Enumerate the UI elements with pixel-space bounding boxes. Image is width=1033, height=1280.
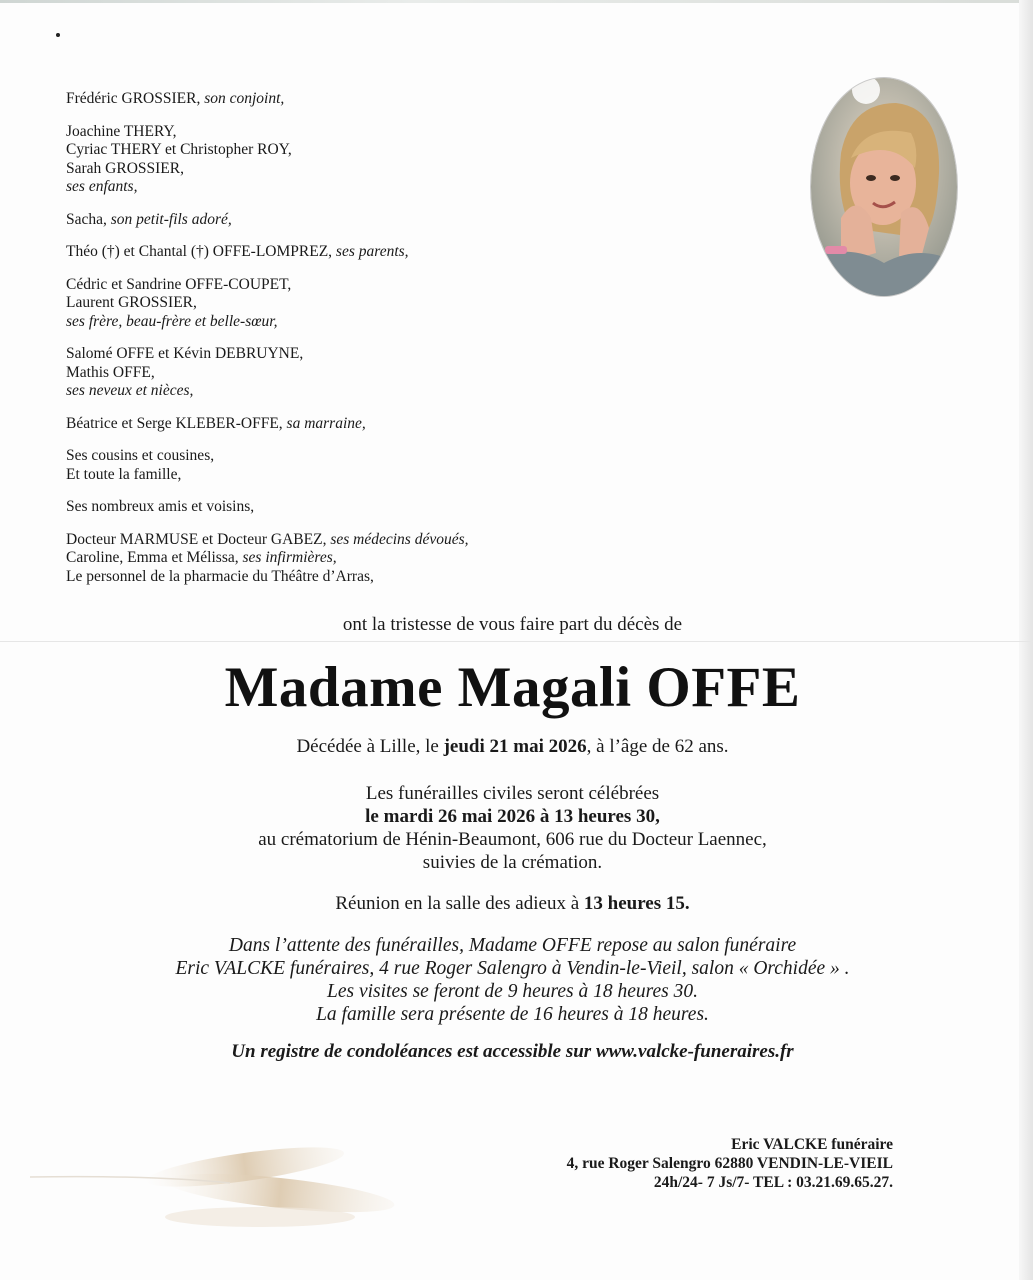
fold-line (0, 641, 1033, 642)
family-group (66, 276, 766, 332)
family-line (66, 364, 766, 383)
family-member-names: Théo (†) et Chantal (†) OFFE-LOMPREZ, (66, 243, 336, 260)
family-line (66, 447, 766, 466)
gathering-time: 13 heures 15. (583, 893, 690, 914)
family-line (66, 531, 766, 550)
death-details (0, 735, 1025, 758)
viewing-details (0, 934, 1025, 1026)
family-line (66, 415, 766, 434)
family-group (66, 447, 766, 484)
family-member-names: Joachine THERY, (66, 122, 177, 140)
funeral-home-contact: 24h/24- 7 Js/7- TEL : 03.21.69.65.27. (653, 1174, 893, 1191)
family-list (66, 90, 766, 600)
family-group (66, 531, 766, 587)
family-member-names: Cyriac THERY et Christopher ROY, (66, 141, 292, 158)
family-line (66, 313, 766, 332)
funeral-details (0, 782, 1025, 874)
family-member-names: Et toute la famille, (66, 465, 182, 483)
family-group (66, 498, 766, 517)
family-group (66, 345, 766, 401)
family-member-names: Caroline, Emma et Mélissa, (66, 549, 243, 566)
family-line (66, 466, 766, 485)
viewing-line-1: Dans l’attente des funérailles, Madame OFFE repose au salon funéraire (228, 935, 797, 956)
scan-right-edge (1019, 0, 1033, 1280)
portrait-photo (810, 77, 958, 297)
family-line (66, 160, 766, 179)
viewing-line-2: Eric VALCKE funéraires, 4 rue Roger Salengro à Vendin-le-Vieil, salon « Orchidée » . (175, 958, 850, 979)
family-line (66, 294, 766, 313)
deceased-name: Madame Magali OFFE (224, 656, 801, 719)
family-relationship: ses neveux et nièces, (66, 382, 194, 399)
family-line (66, 243, 766, 262)
viewing-line-4: La famille sera présente de 16 heures à 18 heures. (316, 1004, 709, 1025)
family-line (66, 90, 766, 109)
family-relationship: ses parents, (335, 243, 409, 260)
family-group (66, 415, 766, 434)
family-line (66, 141, 766, 160)
family-member-names: Cédric et Sandrine OFFE-COUPET, (66, 275, 292, 293)
family-member-names: Sacha, (66, 210, 111, 228)
family-relationship: ses enfants, (66, 178, 138, 195)
funeral-line-1: Les funérailles civiles seront célébrées (365, 783, 660, 804)
funeral-date-time: le mardi 26 mai 2026 à 13 heures 30, (365, 806, 660, 827)
funeral-home-name: Eric VALCKE funéraire (731, 1136, 893, 1153)
family-member-names: Ses cousins et cousines, (66, 447, 215, 464)
death-suffix: , à l’âge de 62 ans. (586, 736, 729, 757)
family-member-names: Sarah GROSSIER, (66, 159, 184, 177)
announcement-text: ont la tristesse de vous faire part du décès de (342, 614, 683, 635)
condolence-registry: Un registre de condoléances est accessible sur www.valcke-funeraires.fr (231, 1041, 794, 1062)
wheat-decoration (30, 1135, 430, 1245)
family-relationship: sa marraine, (286, 414, 366, 432)
family-member-names: Le personnel de la pharmacie du Théâtre d’Arras, (66, 567, 374, 585)
family-line (66, 498, 766, 517)
gathering-prefix: Réunion en la salle des adieux à (335, 893, 584, 914)
family-line (66, 549, 766, 568)
family-line (66, 382, 766, 401)
family-line (66, 123, 766, 142)
family-relationship: ses médecins dévoués, (330, 530, 469, 548)
family-member-names: Béatrice et Serge KLEBER-OFFE, (66, 414, 287, 432)
funeral-location: au crématorium de Hénin-Beaumont, 606 rue du Docteur Laennec, (258, 829, 767, 850)
family-member-names: Mathis OFFE, (66, 363, 155, 381)
family-line (66, 345, 766, 364)
family-member-names: Laurent GROSSIER, (66, 294, 197, 311)
death-prefix: Décédée à Lille, le (296, 736, 444, 757)
family-relationship: ses infirmières, (242, 549, 337, 566)
family-relationship: ses frère, beau-frère et belle-sœur, (66, 312, 278, 330)
family-group (66, 211, 766, 230)
family-line (66, 178, 766, 197)
family-relationship: son conjoint, (204, 90, 285, 107)
family-member-names: Frédéric GROSSIER, (66, 90, 205, 107)
family-group (66, 90, 766, 109)
family-line (66, 276, 766, 295)
funeral-home-address: 4, rue Roger Salengro 62880 VENDIN-LE-VIEIL (566, 1155, 893, 1172)
family-member-names: Ses nombreux amis et voisins, (66, 498, 255, 515)
gathering-details (0, 892, 1025, 915)
scan-dot (56, 33, 60, 37)
family-member-names: Docteur MARMUSE et Docteur GABEZ, (66, 530, 331, 548)
viewing-line-3: Les visites se feront de 9 heures à 18 heures 30. (327, 981, 698, 1002)
funeral-home-footer (567, 1135, 893, 1192)
family-group (66, 243, 766, 262)
family-member-names: Salomé OFFE et Kévin DEBRUYNE, (66, 345, 304, 362)
scan-top-edge (0, 0, 1033, 3)
death-date: jeudi 21 mai 2026 (443, 736, 587, 757)
family-line (66, 568, 766, 587)
funeral-line-4: suivies de la crémation. (422, 852, 603, 873)
family-relationship: son petit-fils adoré, (110, 210, 232, 228)
family-line (66, 211, 766, 230)
family-group (66, 123, 766, 197)
